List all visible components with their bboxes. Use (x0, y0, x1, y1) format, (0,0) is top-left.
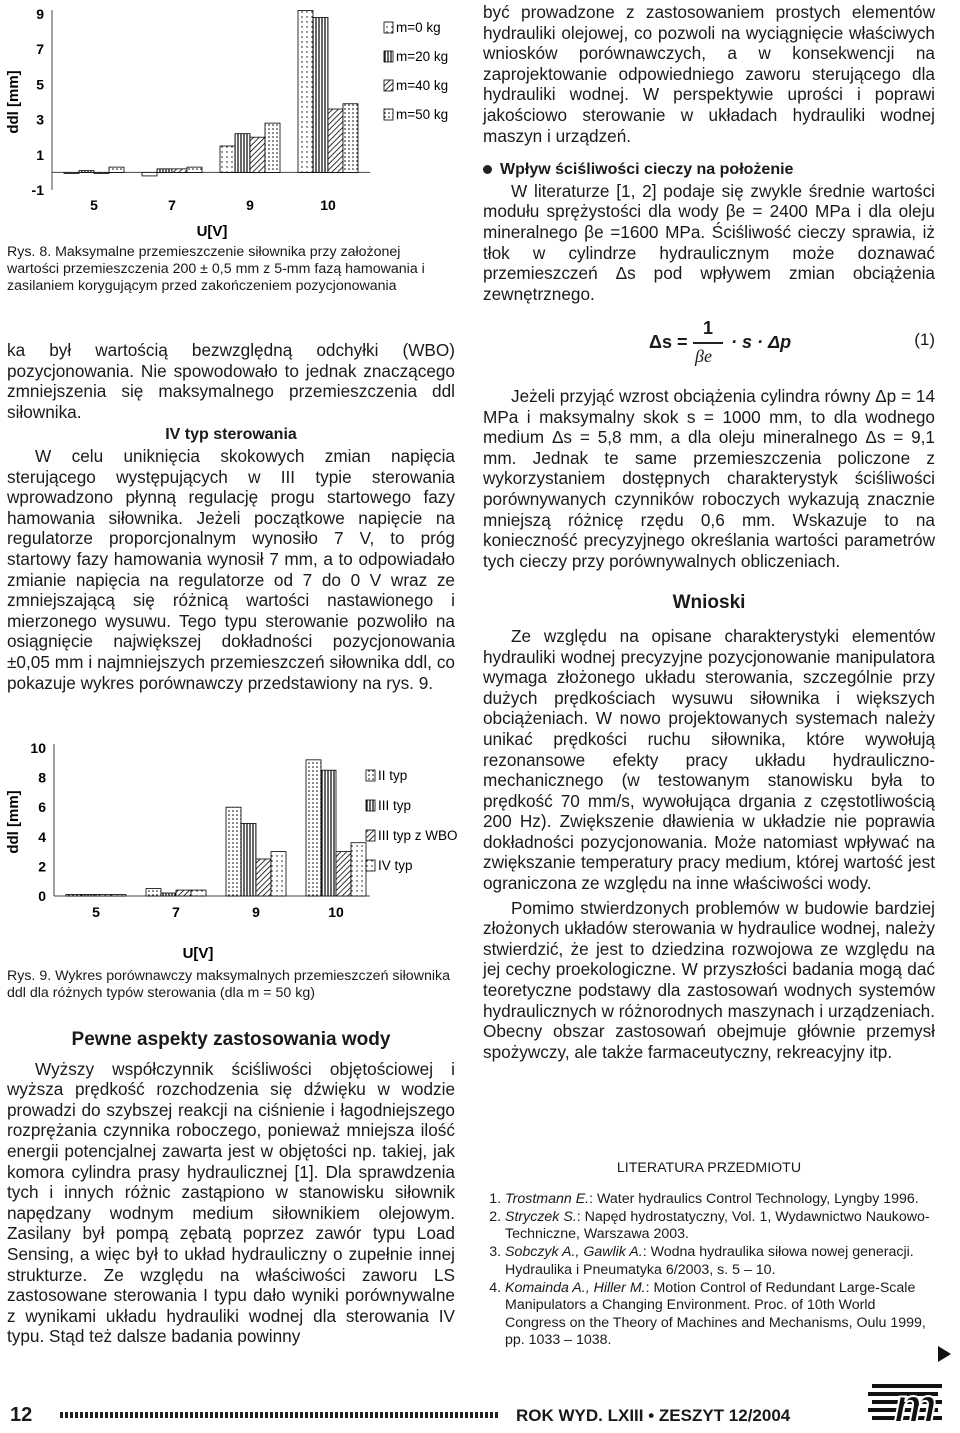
bar-iii-typ-z-wbo (176, 890, 191, 896)
references (483, 1158, 935, 1350)
paragraph: Jeżeli przyjąć wzrost obciążenia cylindra równy Δp = 14 MPa i maksymalny skok s = 1000 mm, to dla wodnego medium Δs = 5,8 mm, a dla oleju mineralnego Δs = 9,1 mm. Jednak te same przemieszczenia policzone z wykorzystaniem dostępnych charakterystyk ściśliwości porównywanych czynników roboczych wykazują znacznie mniejszą różnicę rzędu 0,6 mm. Wskazuje to na konieczność precyzyjnego określania wartości parametrów tych cieczy przy porównywalnych obliczeniach. (483, 386, 935, 571)
legend-label: IV typ (378, 858, 413, 873)
legend-swatch (366, 830, 375, 841)
y-tick-label: 4 (38, 828, 46, 845)
figure-9-caption: Rys. 9. Wykres porównawczy maksymalnych przemieszczeń siłownika ddl dla różnych typów sterowania (dla m = 50 kg) (7, 968, 450, 1001)
left-column-top (7, 340, 455, 693)
bar-ii-typ (66, 895, 81, 896)
bar-iii-typ-z-wbo (256, 859, 271, 896)
paragraph: ka był wartością bezwzględną odchyłki (WBO) pozycjonowania. Nie spowodowało to jednak znaczącego zmniejszenia się maksymalnego przemieszczenia ddl siłownika. (7, 340, 455, 422)
page-number: 12 (10, 1404, 33, 1426)
equation-lhs: Δs = (649, 332, 688, 352)
legend-label: III typ (378, 798, 412, 813)
bar-m-0-kg (64, 172, 79, 173)
x-axis-label: U[V] (182, 945, 214, 962)
x-tick-label: 7 (172, 904, 180, 920)
legend-swatch (384, 80, 393, 91)
figure-9-chart (0, 734, 470, 966)
legend-swatch (366, 800, 375, 811)
bar-iii-typ (81, 895, 96, 896)
paragraph: Wyższy współczynnik ściśliwości objętościowej i wyższa prędkość rozchodzenia się dźwięku w wodzie prowadzi do szybszej reakcji na ciśnienie i łagodniejszego rozprężania czynnika roboczego, ponieważ mniejsza ilość energii potencjalnej zawarta jest w objętości np. takiej, jak komora cylindra prasy hydraulicznej [1]. Dla sprawdzenia tych i innych różnic zastąpiono w stanowisku siłownik napędzany wodnym medium siłownikiem olejowym. Zasilany był pompą zębatą poprzez zawór typu Load Sensing, a więc był to układ hydrauliczny o zupełnie innej strukturze. Ze względu na właściwości zaworu LS zastosowane sterowania I typu dało wyniki porównywalne z wynikami układu hydrauliki wodnej dla sterowania IV typu. Stąd też dalsze badania powinny (7, 1058, 455, 1347)
legend-label: m=50 kg (396, 107, 449, 122)
left-column-bottom (7, 1030, 455, 1347)
chart-8-svg (0, 0, 470, 240)
legend-label: m=20 kg (396, 49, 449, 64)
x-tick-label: 7 (168, 197, 176, 213)
references-heading: LITERATURA PRZEDMIOTU (616, 1160, 802, 1176)
bar-m-20-kg (313, 18, 328, 173)
y-tick-label: 5 (36, 76, 44, 93)
y-tick-label: 8 (38, 769, 46, 786)
section-heading-water: Pewne aspekty zastosowania wody (71, 1029, 391, 1050)
bar-iii-typ-z-wbo (336, 852, 351, 896)
footer-divider (60, 1412, 500, 1418)
bar-iii-typ (161, 893, 176, 896)
x-tick-label: 9 (246, 197, 254, 213)
reference-text: : Wodna hydraulika siłowa nowej generacji. Hydraulika i Pneumatyka 6/2003, s. 5 – 10. (505, 1244, 914, 1278)
bar-iv-typ (111, 895, 126, 896)
reference-text: : Napęd hydrostatyczny, Vol. 1, Wydawnictwo Naukowo-Techniczne, Warszawa 2003. (505, 1208, 930, 1243)
bar-m-40-kg (328, 109, 343, 172)
bar-m-40-kg (94, 172, 109, 173)
y-tick-label: 9 (36, 6, 44, 22)
bar-m-50-kg (343, 104, 358, 173)
equation-denominator: βe (695, 346, 712, 366)
x-axis-label: U[V] (196, 223, 228, 240)
y-tick-label: 7 (36, 41, 44, 58)
reference-text: : Water hydraulics Control Technology, Lyngby 1996. (589, 1190, 919, 1207)
bullet-icon (483, 165, 492, 174)
reference-author: Komainda A., Hiller M. (505, 1280, 646, 1297)
bar-ii-typ (306, 760, 321, 896)
bar-ii-typ (146, 889, 161, 896)
paragraph: Pomimo stwierdzonych problemów w budowie bardziej złożonych układów sterowania w hydraulice wodnej, należy stwierdzić, że jest to dziedzina rozwojowa ze względu na jej cechy proekologiczne. W przyszłości badania mogą dać teoretyczne podstawy dla zastosowań wodnych systemów hydraulicznych w różnorodnych maszynach i urządzeniach. Obecny obszar zastosowań obejmuje głównie przemysł spożywczy, ale także farmaceutyczny, rekreacyjny itp. (483, 897, 935, 1062)
right-column-middle (483, 386, 935, 1062)
y-tick-label: 3 (36, 111, 44, 128)
bar-iii-typ (321, 770, 336, 896)
logo-icon (868, 1376, 954, 1428)
legend-label: II typ (378, 768, 408, 783)
legend-swatch (384, 51, 393, 62)
bar-m-0-kg (142, 172, 157, 176)
x-tick-label: 5 (90, 197, 98, 213)
legend-swatch (384, 22, 393, 33)
bar-m-50-kg (265, 123, 280, 172)
x-tick-label: 10 (328, 904, 344, 920)
section-heading-conclusions: Wnioski (672, 592, 746, 614)
legend-label: m=40 kg (396, 78, 449, 93)
reference-item (505, 1191, 935, 1208)
y-tick-label: 0 (38, 888, 46, 904)
equation-fraction-bar (693, 342, 723, 344)
bullet-heading: Wpływ ściśliwości cieczy na położenie (483, 160, 935, 181)
y-axis-label: ddl [mm] (5, 70, 22, 134)
paragraph: Ze względu na opisane charakterystyki elementów hydrauliki wodnej precyzyjne pozycjonowanie manipulatora wymaga złożonego układu sterowania, szczególnie przy dużych prędkościach wysuwu siłownika i większych obciążeniach. W nowo projektowanych systemach należy unikać prędkości ruchu siłownika, które wywołują rezonansowe efekty pracy układu hydrauliczno-mechanicznego (w testowanym stanowisku była to prędkość 70 mm/s, wywołująca drgania z częstotliwością 200 Hz). Zwiększenie dławienia w układzie nie poprawia dokładności pozycjonowania. Może natomiast wpływać na zwiększanie temperatury pracy medium, której wartość jest ograniczona ze względu na inne właściwości wody. (483, 625, 935, 894)
bar-m-50-kg (109, 167, 124, 172)
bar-iv-typ (191, 890, 206, 896)
bar-m-20-kg (79, 171, 94, 173)
legend-label: III typ z WBO (378, 828, 458, 843)
y-tick-label: 10 (30, 740, 46, 756)
bar-iv-typ (271, 852, 286, 896)
bar-iii-typ (241, 823, 256, 896)
y-tick-label: 1 (36, 146, 44, 163)
paragraph: W celu uniknięcia skokowych zmian napięcia sterującego występujących w III typie sterowania wprowadzono płynną regulację progu startowego fazy hamowania siłownika. Jeżeli początkowe napięcie na regulatorze proporcjonalnym wynosiło 7 V, to próg startowy fazy hamowania wynosił 7 mm, a to odpowiadało zmianie napięcia na regulatorze od 7 do 0 V wraz ze zmniejszającą się różnicą wartości nastawionego i mierzonego wysuwu. Tego typu sterowanie pozwoliło na osiągnięcie największej dokładności pozycjonowania ±0,05 mm i najmniejszych przemieszczeń siłownika ddl, co pokazuje wykres porównawczy przedstawiony na rys. 9. (7, 445, 455, 693)
bar-m-20-kg (235, 134, 250, 173)
bar-m-40-kg (172, 169, 187, 173)
legend-swatch (366, 860, 375, 871)
bar-m-40-kg (250, 137, 265, 172)
journal-footer: ROK WYD. LXIII • ZESZYT 12/2004 (516, 1406, 791, 1425)
bar-ii-typ (226, 807, 241, 896)
continue-arrow-icon (938, 1346, 951, 1362)
bar-iv-typ (351, 843, 366, 896)
reference-item (505, 1280, 935, 1349)
bar-m-0-kg (220, 146, 235, 172)
svg-text:m: m (894, 1380, 937, 1428)
reference-author: Sobczyk A., Gawlik A. (505, 1244, 643, 1261)
figure-8-chart (0, 0, 470, 240)
legend-label: m=0 kg (396, 20, 441, 35)
reference-item (505, 1209, 935, 1244)
paragraph: być prowadzone z zastosowaniem prostych elementów hydrauliki olejowej, co pozwoli na wyciągnięcie właściwych wniosków porównawczych, a w konsekwencji na zaprojektowanie odpowiedniego zaworu sterującego dla hydrauliki wodnej. W perspektywie uprości i poprawi jakościowo sterowanie w układach hydrauliki wodnej maszyn i urządzeń. (483, 2, 935, 146)
y-axis-label: ddl [mm] (5, 790, 22, 854)
references-list (483, 1191, 935, 1350)
right-column-top (483, 2, 935, 304)
y-tick-label: 2 (38, 858, 46, 875)
equation-numerator: 1 (703, 318, 714, 338)
y-tick-label: 6 (38, 799, 46, 816)
equation-1 (483, 318, 935, 378)
reference-author: Stryczek S. (505, 1208, 577, 1225)
x-tick-label: 5 (92, 904, 100, 920)
reference-item (505, 1244, 935, 1279)
section-heading-iv: IV typ sterowania (165, 426, 297, 444)
reference-author: Trostmann E. (505, 1190, 590, 1207)
bar-m-0-kg (298, 10, 313, 172)
bar-m-50-kg (187, 167, 202, 172)
journal-logo (868, 1376, 954, 1428)
equation-rhs: · s · Δp (731, 332, 792, 352)
legend-swatch (384, 109, 393, 120)
chart-9-svg (0, 734, 470, 966)
y-tick-label: -1 (31, 182, 44, 198)
bar-m-20-kg (157, 169, 172, 173)
x-tick-label: 9 (252, 904, 260, 920)
bar-iii-typ-z-wbo (96, 895, 111, 896)
legend-swatch (366, 770, 375, 781)
paragraph: W literaturze [1, 2] podaje się zwykle średnie wartości modułu sprężystości dla wody βe = 2400 MPa i dla oleju mineralnego βe =1600 MPa. Ściśliwość cieczy sprawia, iż tłok w cylindrze hydraulicznym może doznawać przemieszczeń Δs pod wpływem zmian obciążenia zewnętrznego. (483, 180, 935, 304)
reference-text: : Motion Control of Redundant Large-Scale Manipulators a Changing Environment. Proc. of 10th World Congress on the Theory of Machines and Mechanisms, Oulu 1999, pp. 1033 – 1038. (505, 1280, 926, 1348)
x-tick-label: 10 (320, 197, 336, 213)
equation-number: (1) (914, 330, 935, 349)
figure-8-caption: Rys. 8. Maksymalne przemieszczenie siłownika przy założonej wartości przemieszczenia 200 ± 0,5 mm z 5-mm fazą hamowania i zasilaniem korygującym przed zakończeniem pozycjonowania (7, 244, 425, 294)
